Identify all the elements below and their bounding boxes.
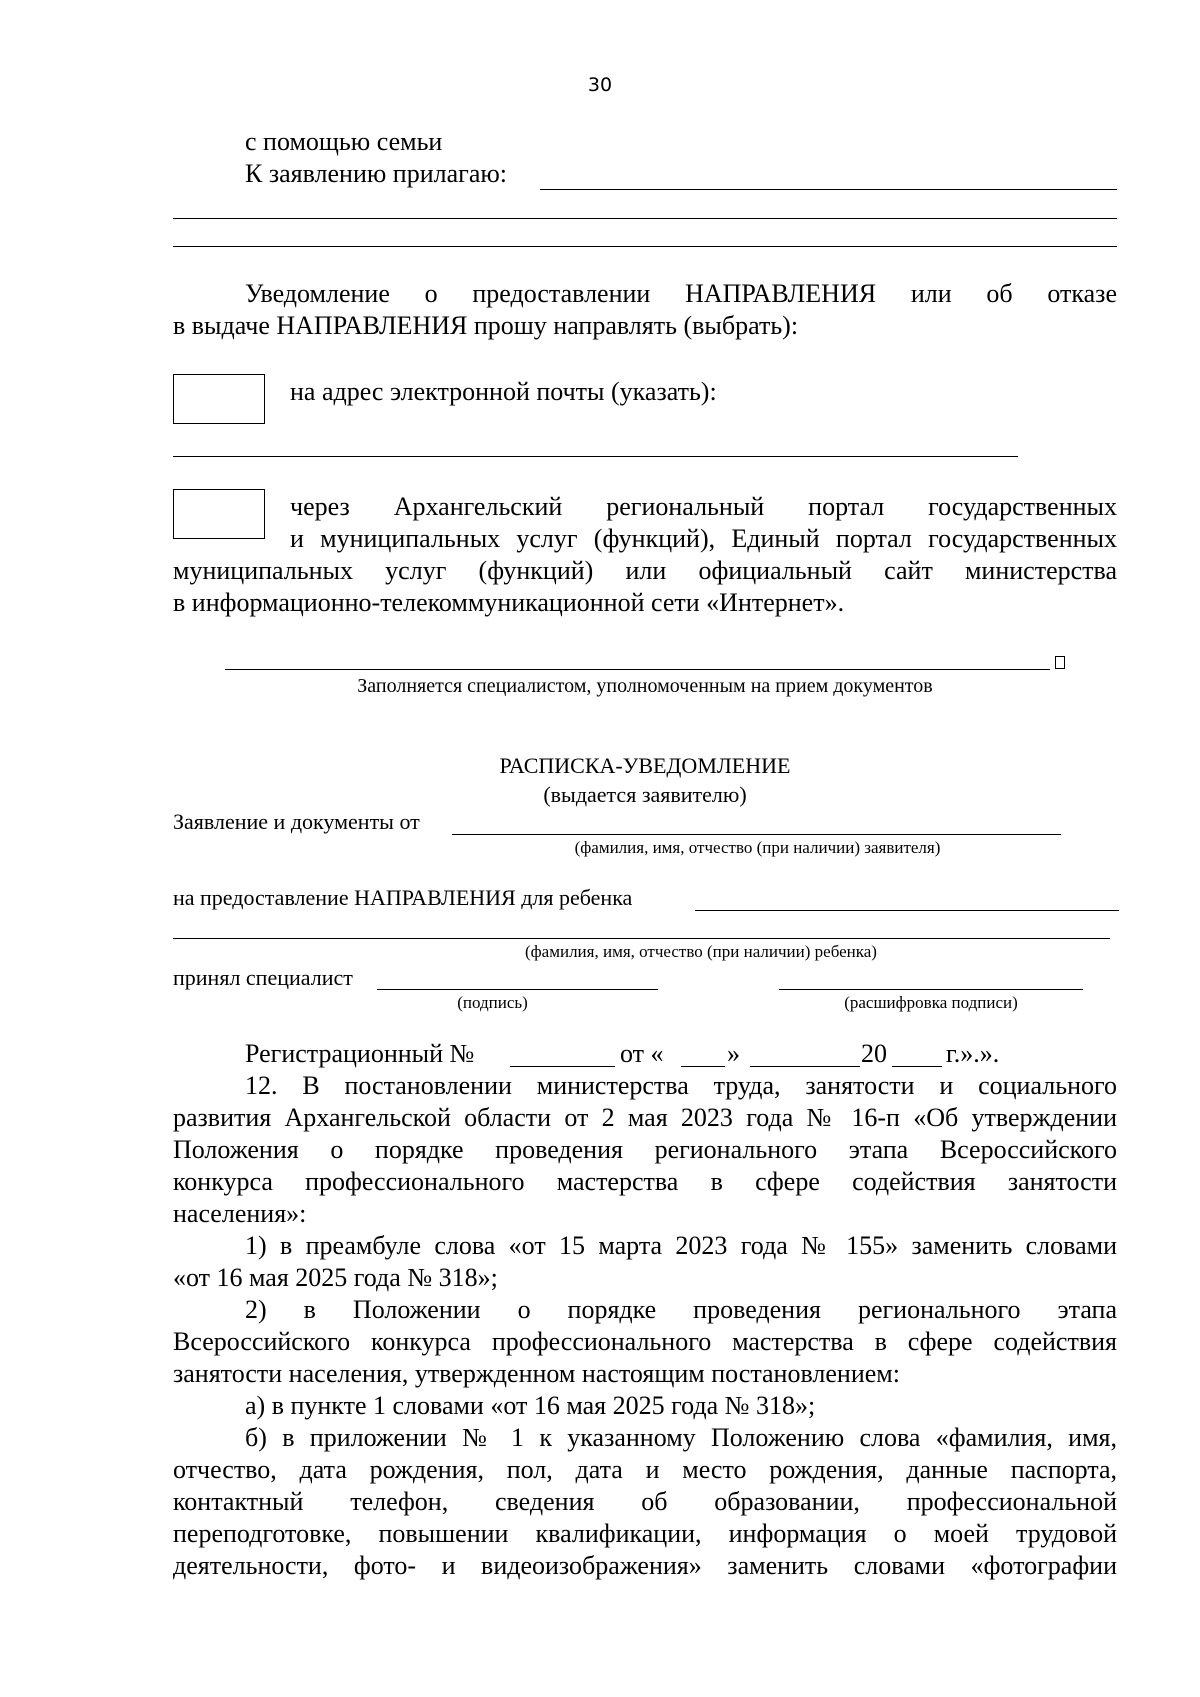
paragraph-line: «от 16 мая 2025 года № 318»; (173, 1263, 498, 1292)
attach-label: К заявлению прилагаю: (245, 159, 508, 188)
item-2 (173, 1294, 1117, 1390)
reg-year-prefix: 20 (861, 1039, 887, 1068)
reg-month-blank (750, 1066, 860, 1067)
item-b (173, 1422, 1117, 1582)
portal-option-continuation (173, 555, 1117, 619)
reg-quote-close: » (727, 1039, 740, 1068)
paragraph-line: 12. В постановлении министерства труда, занятости и социального (245, 1071, 1117, 1100)
signature-caption: (подпись) (457, 993, 528, 1012)
email-option-checkbox[interactable] (173, 374, 265, 424)
paragraph-line: развития Архангельской области от 2 мая 2023 года № 16-п «Об утверждении (173, 1103, 1117, 1132)
paragraph-line: занятости населения, утвержденном настоящим постановлением: (173, 1359, 900, 1388)
paragraph-line: контактный телефон, сведения об образовании, профессиональной (173, 1487, 1117, 1516)
paragraph-line: Положения о порядке проведения регионального этапа Всероссийского (173, 1135, 1117, 1164)
portal-option-label (290, 491, 1117, 555)
paragraph-line: переподготовке, повышении квалификации, информация о моей трудовой (173, 1519, 1117, 1548)
receipt-subtitle: (выдается заявителю) (543, 782, 747, 807)
paragraph-line: а) в пункте 1 словами «от 16 мая 2025 года № 318»; (245, 1391, 816, 1420)
from-label: Заявление и документы от (173, 809, 420, 834)
notification-heading-line: Уведомление о предоставлении НАПРАВЛЕНИЯ или об отказе (245, 279, 1117, 308)
accepted-label: принял специалист (173, 965, 353, 990)
paragraph-line: конкурса профессионального мастерства в сфере содействия занятости (173, 1167, 1117, 1196)
item-1 (173, 1230, 1117, 1294)
email-option-label: на адрес электронной почты (указать): (290, 377, 717, 406)
cut-line (225, 669, 1050, 670)
reg-year-blank (892, 1066, 942, 1067)
paragraph-line: деятельности, фото- и видеоизображения» заменить словами «фотографии (173, 1551, 1117, 1580)
paragraph-line: населения»: (173, 1199, 307, 1228)
child-blank-line-2 (173, 938, 1110, 939)
signature-blank-line (377, 989, 658, 990)
reg-from: от « (620, 1039, 664, 1068)
notification-heading-line: в выдаче НАПРАВЛЕНИЯ прошу направлять (выбрать): (173, 311, 799, 340)
paragraph-12 (173, 1070, 1117, 1230)
reg-suffix: г.».». (946, 1039, 1000, 1068)
email-blank-line (173, 456, 1018, 457)
notification-heading (173, 278, 1117, 342)
attach-blank-line-3 (173, 246, 1117, 247)
paragraph-line: отчество, дата рождения, пол, дата и место рождения, данные паспорта, (173, 1455, 1117, 1484)
portal-option-line: муниципальных услуг (функций) или официальный сайт министерства (173, 556, 1117, 585)
reg-label: Регистрационный № (245, 1039, 475, 1068)
applicant-caption: (фамилия, имя, отчество (при наличии) заявителя) (574, 838, 941, 857)
decoding-blank-line (779, 989, 1083, 990)
portal-option-checkbox[interactable] (173, 489, 265, 539)
attach-blank-line-2 (173, 218, 1117, 219)
paragraph-line: 1) в преамбуле слова «от 15 марта 2023 года № 155» заменить словами (245, 1231, 1117, 1260)
child-blank-line (695, 910, 1119, 911)
portal-option-line: через Архангельский региональный портал государственных (290, 492, 1117, 521)
intro-line: с помощью семьи (245, 127, 443, 156)
child-label: на предоставление НАПРАВЛЕНИЯ для ребенка (173, 885, 633, 910)
page-number: 30 (587, 74, 613, 96)
receipt-title: РАСПИСКА-УВЕДОМЛЕНИЕ (499, 753, 791, 778)
portal-option-line: в информационно-телекоммуникационной сети «Интернет». (173, 588, 845, 617)
specialist-note: Заполняется специалистом, уполномоченным на прием документов (357, 675, 933, 697)
reg-number-blank (510, 1066, 615, 1067)
portal-option-line: и муниципальных услуг (функций), Единый портал государственных (290, 524, 1117, 553)
paragraph-line: Всероссийского конкурса профессионального мастерства в сфере содействия (173, 1327, 1117, 1356)
paragraph-line: б) в приложении № 1 к указанному Положению слова «фамилия, имя, (245, 1423, 1117, 1452)
item-a (173, 1390, 1117, 1422)
applicant-blank-line (452, 834, 1061, 835)
square-glyph (1055, 656, 1065, 669)
paragraph-line: 2) в Положении о порядке проведения регионального этапа (245, 1295, 1117, 1324)
decoding-caption: (расшифровка подписи) (844, 993, 1018, 1012)
attach-blank-line (540, 189, 1117, 190)
reg-day-blank (681, 1066, 725, 1067)
child-caption: (фамилия, имя, отчество (при наличии) ребенка) (525, 942, 877, 961)
